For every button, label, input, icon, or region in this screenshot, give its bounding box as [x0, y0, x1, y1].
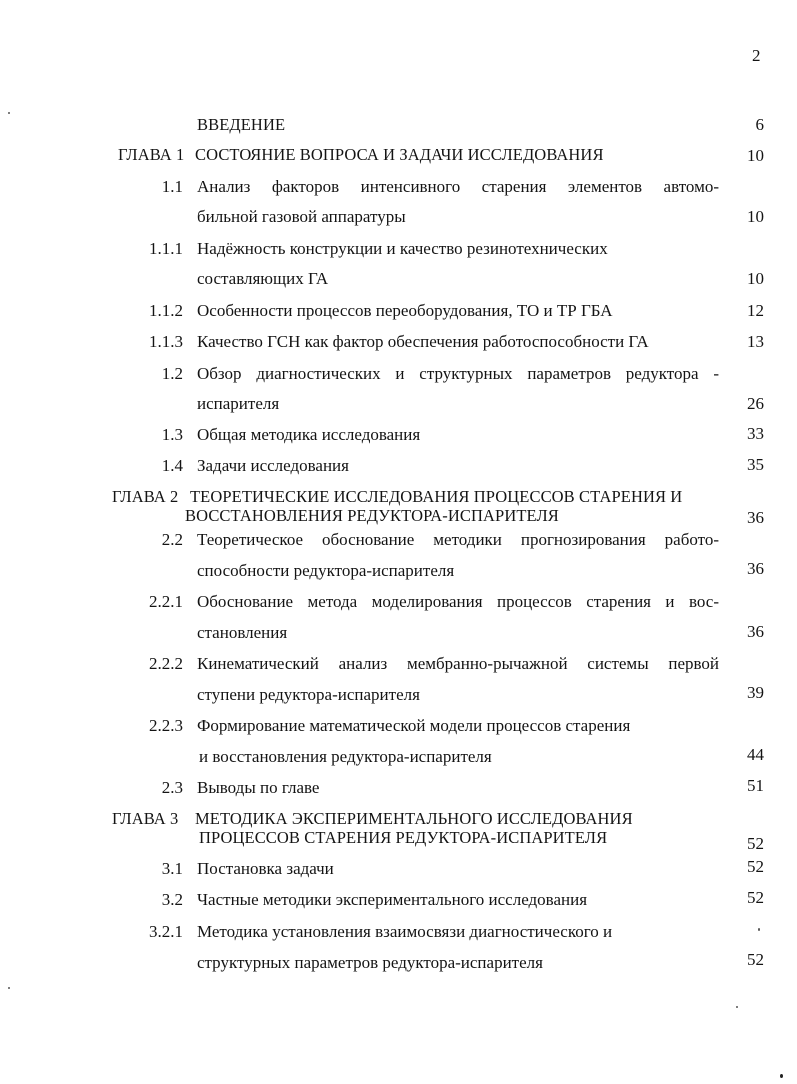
- toc-1-2-text-line1: Обзор диагностических и структурных параметров редуктора -: [197, 364, 719, 383]
- toc-2-2-page: 36: [747, 559, 764, 578]
- toc-ch2-title-line2: ВОССТАНОВЛЕНИЯ РЕДУКТОРА-ИСПАРИТЕЛЯ: [185, 506, 559, 525]
- toc-1-2-page: 26: [747, 394, 764, 413]
- toc-1-2-text-line2: испарителя: [197, 394, 280, 413]
- scan-speck: [736, 1006, 738, 1008]
- toc-1-3-page: 33: [747, 424, 764, 443]
- toc-1-3-num: 1.3: [161, 425, 183, 444]
- toc-ch2-label: ГЛАВА 2: [112, 487, 179, 506]
- toc-2-2-2-num: 2.2.2: [149, 654, 183, 673]
- toc-2-2-2-text-line1: Кинематический анализ мембранно-рычажной системы первой: [197, 654, 719, 673]
- toc-2-2-1-text-line2: становления: [197, 623, 288, 642]
- toc-1-3-text: Общая методика исследования: [197, 425, 421, 444]
- scan-speck: [780, 1074, 783, 1078]
- toc-2-2-text-line1: Теоретическое обоснование методики прогнозирования работо-: [197, 530, 719, 549]
- toc-2-2-text-line2: способности редуктора-испарителя: [197, 561, 455, 580]
- toc-1-1-2-text: Особенности процессов переоборудования, ТО и ТР ГБА: [197, 301, 613, 320]
- toc-ch1-label: ГЛАВА 1: [118, 145, 185, 164]
- toc-1-4-text: Задачи исследования: [197, 456, 349, 475]
- toc-1-4-num: 1.4: [161, 456, 183, 475]
- toc-ch3-title-line2: ПРОЦЕССОВ СТАРЕНИЯ РЕДУКТОРА-ИСПАРИТЕЛЯ: [199, 828, 608, 847]
- toc-1-1-1-page: 10: [747, 269, 764, 288]
- toc-ch3-title-line1: МЕТОДИКА ЭКСПЕРИМЕНТАЛЬНОГО ИССЛЕДОВАНИЯ: [195, 809, 633, 828]
- toc-3-2-1-text-line1: Методика установления взаимосвязи диагностического и: [197, 922, 613, 941]
- toc-2-2-2-page: 39: [747, 683, 764, 702]
- toc-1-1-text-line2: бильной газовой аппаратуры: [197, 207, 406, 226]
- toc-1-1-1-text-line1: Надёжность конструкции и качество резинотехнических: [197, 239, 608, 258]
- toc-2-3-num: 2.3: [161, 778, 183, 797]
- scan-speck: [8, 987, 10, 989]
- toc-1-1-3-page: 13: [747, 332, 764, 351]
- toc-1-1-3-num: 1.1.3: [149, 332, 183, 351]
- toc-1-1-1-num: 1.1.1: [149, 239, 183, 258]
- toc-1-2-num: 1.2: [161, 364, 183, 383]
- toc-1-1-page: 10: [747, 207, 764, 226]
- toc-3-2-page: 52: [747, 888, 764, 907]
- toc-2-2-1-num: 2.2.1: [149, 592, 183, 611]
- toc-intro-page: 6: [755, 115, 764, 134]
- toc-ch2-title-line1: ТЕОРЕТИЧЕСКИЕ ИССЛЕДОВАНИЯ ПРОЦЕССОВ СТАРЕНИЯ И: [190, 487, 683, 506]
- toc-3-1-text: Постановка задачи: [197, 859, 334, 878]
- toc-1-1-text-line1: Анализ факторов интенсивного старения элементов автомо-: [197, 177, 719, 196]
- scan-speck: [8, 112, 10, 114]
- page-number: 2: [752, 46, 761, 65]
- toc-2-2-2-text-line2: ступени редуктора-испарителя: [197, 685, 420, 704]
- toc-2-3-text: Выводы по главе: [197, 778, 320, 797]
- toc-1-1-num: 1.1: [161, 177, 183, 196]
- toc-ch1-title: СОСТОЯНИЕ ВОПРОСА И ЗАДАЧИ ИССЛЕДОВАНИЯ: [195, 145, 604, 164]
- toc-1-1-3-text: Качество ГСН как фактор обеспечения работоспособности ГА: [197, 332, 649, 351]
- toc-3-2-1-text-line2: структурных параметров редуктора-испарителя: [197, 953, 543, 972]
- toc-1-1-2-page: 12: [747, 301, 764, 320]
- toc-intro-title: ВВЕДЕНИЕ: [197, 115, 286, 134]
- toc-2-3-page: 51: [747, 776, 764, 795]
- toc-3-1-page: 52: [747, 857, 764, 876]
- toc-3-1-num: 3.1: [161, 859, 183, 878]
- toc-2-2-1-page: 36: [747, 622, 764, 641]
- toc-2-2-3-num: 2.2.3: [149, 716, 183, 735]
- toc-3-2-num: 3.2: [161, 890, 183, 909]
- toc-2-2-3-text-line1: Формирование математической модели процессов старения: [197, 716, 631, 735]
- toc-2-2-3-text-line2: и восстановления редуктора-испарителя: [199, 747, 492, 766]
- toc-2-2-1-text-line1: Обоснование метода моделирования процессов старения и вос-: [197, 592, 719, 611]
- toc-3-2-1-page: 52: [747, 950, 764, 969]
- toc-2-2-3-page: 44: [747, 745, 764, 764]
- toc-1-4-page: 35: [747, 455, 764, 474]
- toc-1-1-1-text-line2: составляющих ГА: [197, 269, 329, 288]
- toc-1-1-2-num: 1.1.2: [149, 301, 183, 320]
- toc-ch2-page: 36: [747, 508, 764, 527]
- toc-2-2-num: 2.2: [161, 530, 183, 549]
- toc-ch3-page: 52: [747, 834, 764, 853]
- toc-3-2-text: Частные методики экспериментального исследования: [197, 890, 588, 909]
- scan-speck: [758, 928, 760, 931]
- toc-ch3-label: ГЛАВА 3: [112, 809, 179, 828]
- toc-ch1-page: 10: [747, 146, 764, 165]
- toc-3-2-1-num: 3.2.1: [149, 922, 183, 941]
